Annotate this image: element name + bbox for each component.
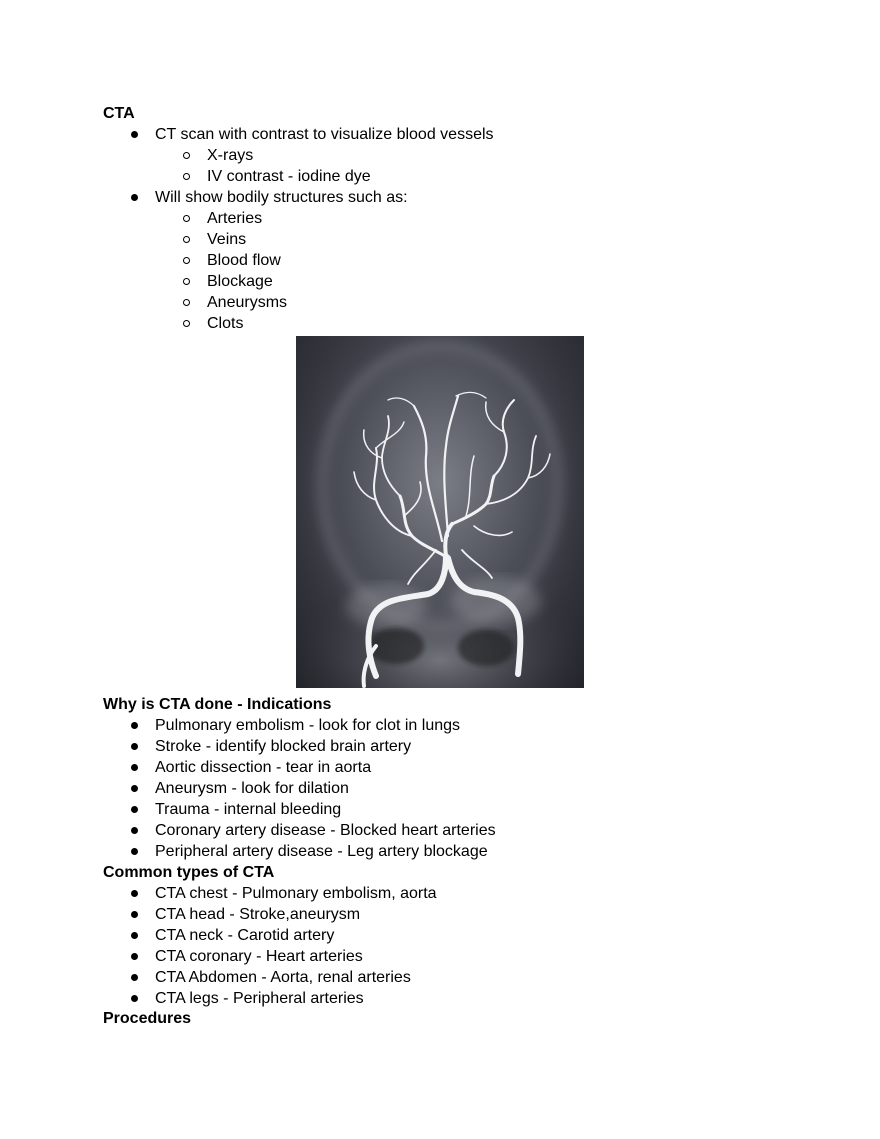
list-item <box>0 229 880 250</box>
bullet-disc-icon <box>131 194 138 201</box>
list-item-text: Coronary artery disease - Blocked heart arteries <box>155 822 496 839</box>
bullet-disc-icon <box>131 806 138 813</box>
list-item-text: Clots <box>207 315 244 332</box>
list-item-text: Aneurysm - look for dilation <box>155 780 349 797</box>
bullet-disc-icon <box>131 932 138 939</box>
indications-list <box>0 715 880 862</box>
list-item <box>0 145 880 166</box>
list-item-text: Aortic dissection - tear in aorta <box>155 759 372 776</box>
bullet-disc-icon <box>131 848 138 855</box>
section-heading-types: Common types of CTA <box>103 864 275 881</box>
types-list <box>0 883 880 1009</box>
list-item <box>0 271 880 292</box>
list-item <box>0 313 880 334</box>
list-item <box>0 292 880 313</box>
list-item <box>0 820 880 841</box>
list-item-text: CT scan with contrast to visualize blood vessels <box>155 126 494 143</box>
bullet-circle-icon <box>183 278 190 285</box>
list-item-text: CTA chest - Pulmonary embolism, aorta <box>155 885 437 902</box>
bullet-disc-icon <box>131 890 138 897</box>
list-item-text: Pulmonary embolism - look for clot in lungs <box>155 717 461 734</box>
bullet-disc-icon <box>131 764 138 771</box>
bullet-circle-icon <box>183 173 190 180</box>
bullet-disc-icon <box>131 974 138 981</box>
bullet-disc-icon <box>131 995 138 1002</box>
bullet-circle-icon <box>183 257 190 264</box>
list-item <box>0 757 880 778</box>
list-item <box>0 187 880 208</box>
list-item <box>0 946 880 967</box>
list-item-text: Peripheral artery disease - Leg artery blockage <box>155 843 488 860</box>
list-item-text: Trauma - internal bleeding <box>155 801 342 818</box>
list-item-text: Arteries <box>207 210 263 227</box>
bullet-disc-icon <box>131 911 138 918</box>
list-item <box>0 841 880 862</box>
list-item-text: Aneurysms <box>207 294 288 311</box>
list-item <box>0 904 880 925</box>
list-item <box>0 736 880 757</box>
bullet-disc-icon <box>131 953 138 960</box>
bullet-circle-icon <box>183 320 190 327</box>
list-item-text: Blood flow <box>207 252 281 269</box>
section-heading-indications: Why is CTA done - Indications <box>103 696 332 713</box>
cerebral-angiogram-image <box>296 336 584 688</box>
list-item <box>0 883 880 904</box>
bullet-disc-icon <box>131 722 138 729</box>
list-item <box>0 988 880 1009</box>
list-item-text: Blockage <box>207 273 273 290</box>
list-item <box>0 166 880 187</box>
list-item <box>0 967 880 988</box>
list-item-text: CTA Abdomen - Aorta, renal arteries <box>155 969 411 986</box>
bullet-disc-icon <box>131 743 138 750</box>
list-item <box>0 124 880 145</box>
section-heading-procedures: Procedures <box>103 1010 192 1027</box>
list-item <box>0 250 880 271</box>
bullet-disc-icon <box>131 131 138 138</box>
angiogram-illustration <box>296 336 584 688</box>
bullet-circle-icon <box>183 152 190 159</box>
list-item-text: IV contrast - iodine dye <box>207 168 371 185</box>
cta-list <box>0 124 880 334</box>
list-item-text: Veins <box>207 231 247 248</box>
bullet-circle-icon <box>183 299 190 306</box>
bullet-disc-icon <box>131 827 138 834</box>
bullet-disc-icon <box>131 785 138 792</box>
list-item-text: Will show bodily structures such as: <box>155 189 408 206</box>
list-item <box>0 208 880 229</box>
section-heading-cta: CTA <box>103 105 135 122</box>
list-item-text: X-rays <box>207 147 254 164</box>
list-item-text: Stroke - identify blocked brain artery <box>155 738 412 755</box>
bullet-circle-icon <box>183 215 190 222</box>
list-item-text: CTA head - Stroke,aneurysm <box>155 906 361 923</box>
list-item-text: CTA neck - Carotid artery <box>155 927 335 944</box>
list-item <box>0 925 880 946</box>
list-item-text: CTA legs - Peripheral arteries <box>155 990 364 1007</box>
list-item-text: CTA coronary - Heart arteries <box>155 948 363 965</box>
list-item <box>0 778 880 799</box>
list-item <box>0 799 880 820</box>
list-item <box>0 715 880 736</box>
bullet-circle-icon <box>183 236 190 243</box>
